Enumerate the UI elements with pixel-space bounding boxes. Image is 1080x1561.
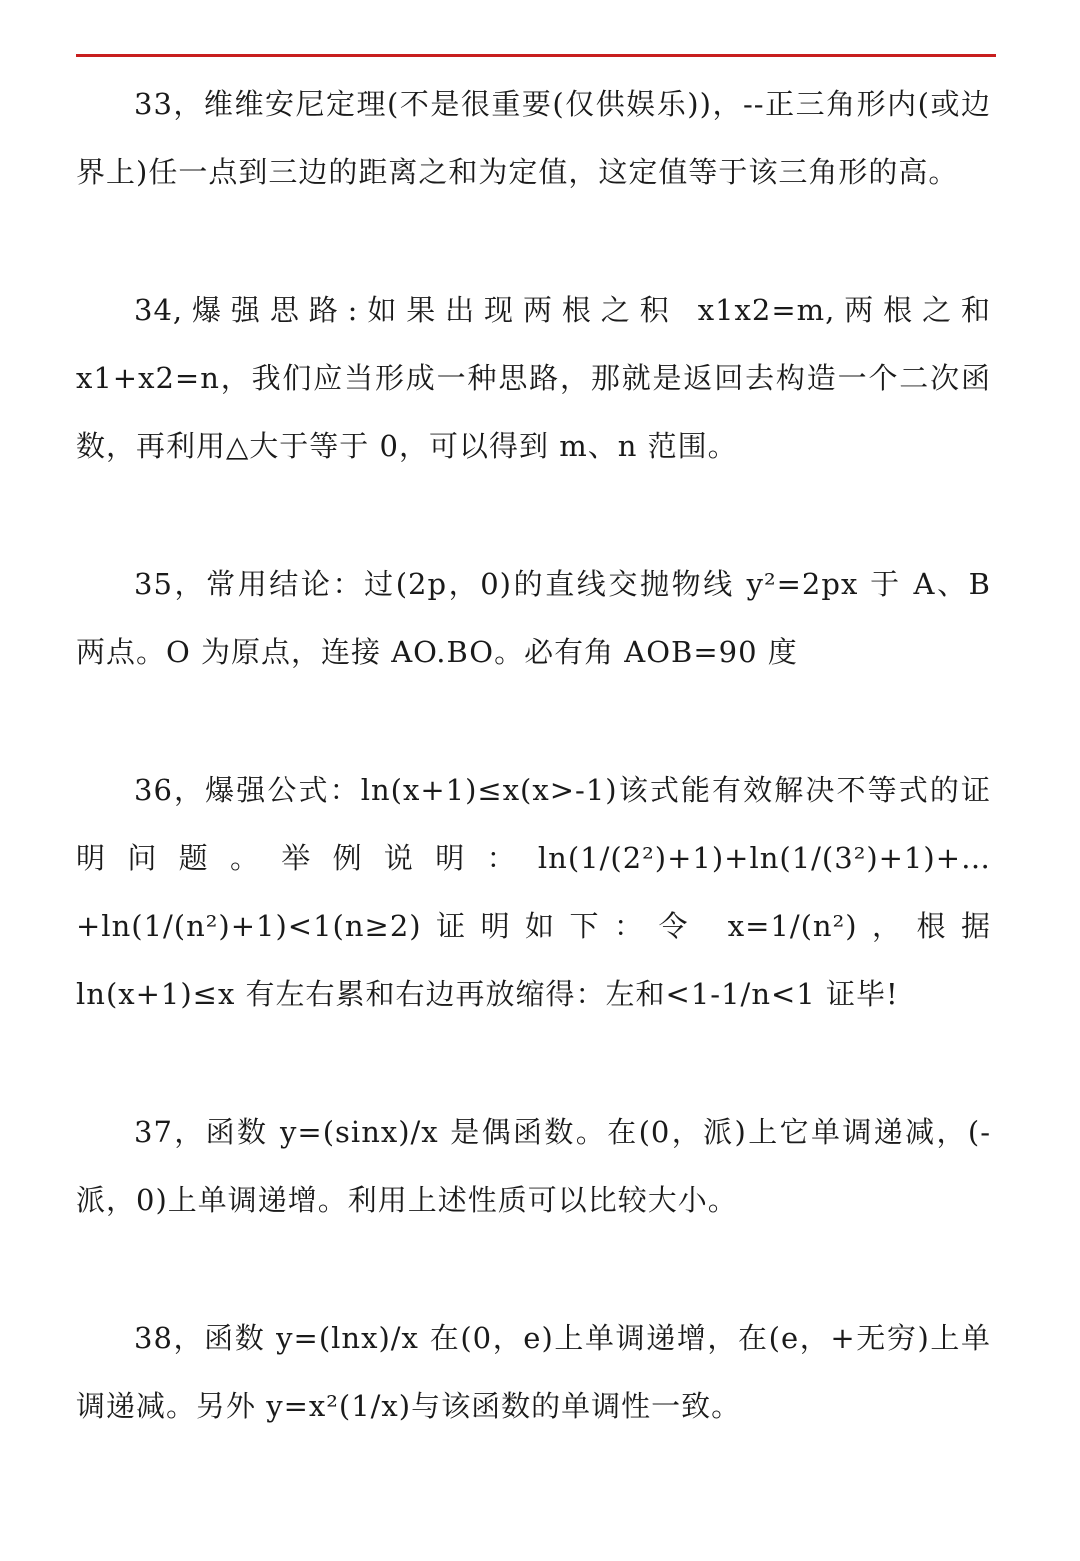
paragraph-36: 36，爆强公式：ln(x+1)≤x(x>-1)该式能有效解决不等式的证明问题。举例说明：ln(1/(2²)+1)+ln(1/(3²)+1)+…+ln(1/(n²)+1)<1(n≥2)证明如下：令 x=1/(n²)，根据 ln(x+1)≤x 有左右累和右边再放缩得：左和<1-1/n<1 证毕! <box>76 773 991 1011</box>
paragraph-35: 35，常用结论：过(2p，0)的直线交抛物线 y²=2px 于 A、B 两点。O 为原点，连接 AO.BO。必有角 AOB=90 度 <box>76 567 991 669</box>
paragraph-34: 34,爆强思路:如果出现两根之积 x1x2=m,两根之和 x1+x2=n，我们应当形成一种思路，那就是返回去构造一个二次函数，再利用△大于等于 0，可以得到 m、n 范围。 <box>76 293 991 463</box>
paragraph-gap <box>76 686 991 756</box>
paragraph-37: 37，函数 y=(sinx)/x 是偶函数。在(0，派)上它单调递减，(-派，0)上单调递增。利用上述性质可以比较大小。 <box>76 1115 991 1217</box>
paragraph-gap <box>76 1234 991 1304</box>
paragraph-gap <box>76 206 991 276</box>
paragraph-gap <box>76 480 991 550</box>
paragraph-38: 38，函数 y=(lnx)/x 在(0，e)上单调递增，在(e，+无穷)上单调递减。另外 y=x²(1/x)与该函数的单调性一致。 <box>76 1321 991 1423</box>
paragraph-33: 33，维维安尼定理(不是很重要(仅供娱乐))，--正三角形内(或边界上)任一点到三边的距离之和为定值，这定值等于该三角形的高。 <box>76 87 991 189</box>
header-rule <box>76 54 996 57</box>
document-body <box>76 70 991 1440</box>
paragraph-gap <box>76 1028 991 1098</box>
